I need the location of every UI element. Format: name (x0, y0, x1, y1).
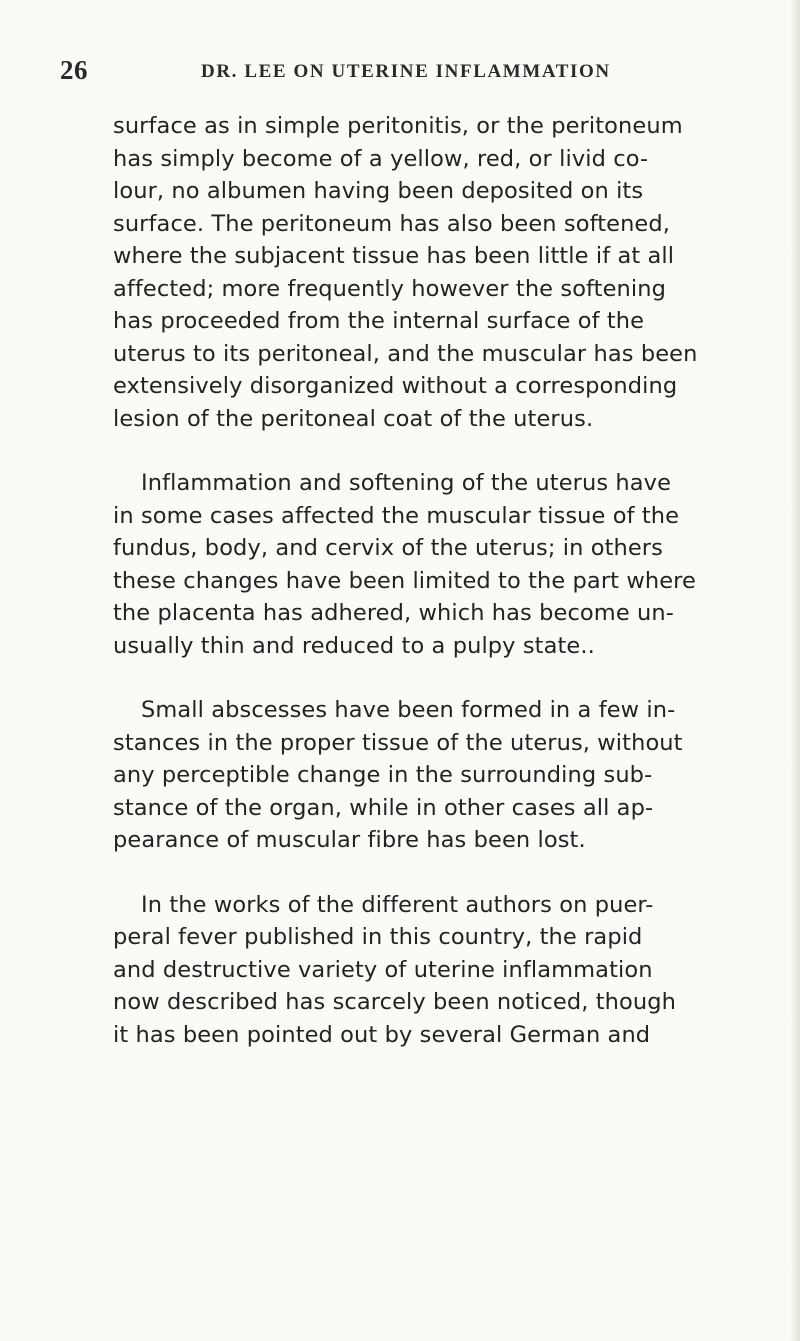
paragraph-gap (113, 662, 733, 694)
text-line: where the subjacent tissue has been little if at all (113, 243, 675, 269)
paragraph-1 (113, 110, 733, 435)
text-line: has proceeded from the internal surface of the (113, 308, 645, 334)
page-edge-shadow (790, 0, 800, 1341)
body-text (113, 110, 733, 1051)
text-line: has simply become of a yellow, red, or livid co- (113, 145, 649, 172)
paragraph-3 (113, 694, 733, 857)
running-title: DR. LEE ON UTERINE INFLAMMATION (201, 61, 611, 82)
text-line: In the works of the different authors on puer- (141, 891, 654, 918)
text-line: fundus, body, and cervix of the uterus; in others (113, 535, 663, 561)
text-line: and destructive variety of uterine inflammation (113, 956, 653, 983)
text-line: the placenta has adhered, which has become un- (113, 600, 674, 626)
paragraph-4 (113, 889, 733, 1052)
text-line: these changes have been limited to the part where (113, 567, 696, 594)
text-line: peral fever published in this country, the rapid (113, 924, 643, 950)
text-line: extensively disorganized without a corresponding (113, 373, 678, 399)
text-line: it has been pointed out by several German and (113, 1021, 651, 1048)
text-line: affected; more frequently however the softening (113, 275, 667, 302)
text-line: Inflammation and softening of the uterus have (141, 470, 672, 496)
text-line: Small abscesses have been formed in a few in- (141, 697, 676, 723)
text-line: surface. The peritoneum has also been softened, (113, 210, 671, 237)
text-line: uterus to its peritoneal, and the muscular has been (113, 340, 698, 367)
page-number: 26 (60, 55, 88, 85)
text-line: any perceptible change in the surrounding sub- (113, 762, 653, 788)
text-line: in some cases affected the muscular tissue of the (113, 502, 680, 529)
text-line: lour, no albumen having been deposited on its (113, 178, 644, 204)
paragraph-2 (113, 467, 733, 662)
running-head (60, 55, 720, 95)
text-line: now described has scarcely been noticed, though (113, 989, 676, 1015)
text-line: usually thin and reduced to a pulpy state.. (113, 632, 595, 659)
text-line: stance of the organ, while in other cases all ap- (113, 794, 654, 821)
text-line: surface as in simple peritonitis, or the peritoneum (113, 113, 683, 139)
text-line: pearance of muscular fibre has been lost. (113, 827, 586, 853)
text-line: lesion of the peritoneal coat of the uterus. (113, 405, 594, 432)
paragraph-gap (113, 435, 733, 467)
text-line: stances in the proper tissue of the uterus, without (113, 729, 683, 756)
paragraph-gap (113, 857, 733, 889)
